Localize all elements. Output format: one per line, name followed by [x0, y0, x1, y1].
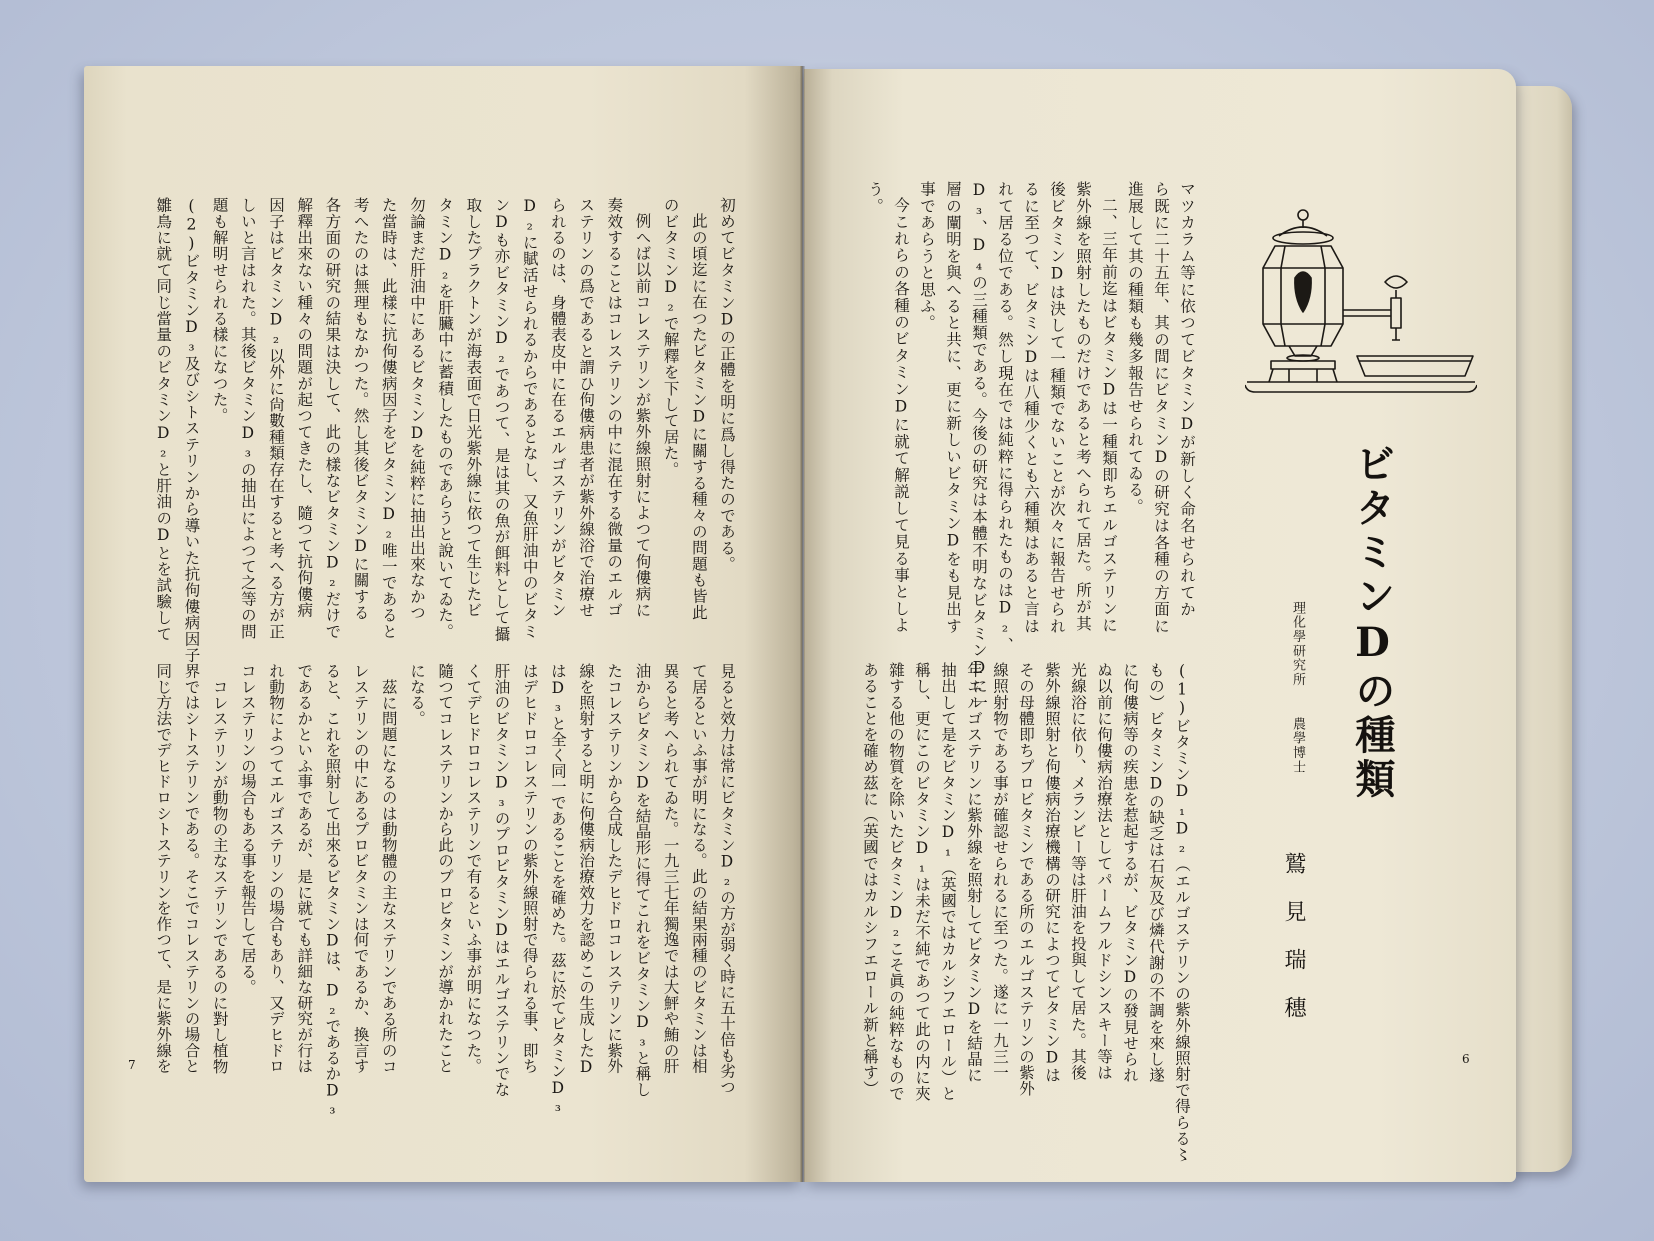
- text-column: ぬ以前に佝僂病治療法としてパームフルドシンスキー等は: [1095, 662, 1113, 1081]
- page-number-right: 6: [1462, 1052, 1470, 1066]
- tray: [1245, 382, 1477, 392]
- text-column: 例へば以前コレステリンが紫外線照射によつて佝僂病に: [633, 213, 652, 618]
- text-column: 因子はビタミンD₂以外に尙數種類存在すると考へる方が正: [267, 197, 285, 640]
- right-page-section-1: [857, 662, 1195, 1163]
- text-column: れ動物によつてエルゴステリンの場合もあり、又デヒドロ: [267, 663, 285, 1074]
- text-column: (1)ビタミンD₁D₂（エルゴステリンの紫外線照射で得らる〻: [1173, 662, 1191, 1163]
- text-column: くてデヒドロコレステリンで有るといふ事が明になつた。: [464, 663, 483, 1074]
- text-column: 線を照射すると明に佝僂病治療效力を認めこの生成したD: [577, 663, 596, 1077]
- text-column: う。: [866, 181, 884, 215]
- urn-legs: [1269, 369, 1337, 382]
- text-column: 界ではシトステリンである。そこでコレステリンの場合と: [182, 663, 201, 1074]
- text-column: 題も解明せられる樣になつた。: [210, 197, 229, 424]
- text-column: 奏效することはコレステリンの中に混在する微量のエルゴ: [605, 197, 624, 619]
- text-column: 年エルゴステリンに紫外線を照射してビタミンDを結晶に: [965, 662, 983, 1084]
- urn-rim: [1273, 232, 1333, 244]
- text-column: であるかといふ事であるが、是に就ても詳細な研究が行は: [295, 663, 314, 1074]
- text-column: 後ビタミンDは決して一種類でないことが次々に報告せられ: [1048, 181, 1066, 635]
- text-column: 此の頃迄に在つたビタミンDに關する種々の問題も皆此: [689, 213, 708, 621]
- tap-body: [1391, 298, 1401, 328]
- text-column: た當時は、此樣に抗佝僂病因子をビタミンD₂唯一であると: [379, 197, 398, 640]
- text-column: しいと言はれた。其後ビタミンD₃の抽出によつて之等の問: [238, 197, 257, 640]
- text-column: もの）ビタミンDの缺乏は石灰及び燐代謝の不調を來し遂: [1147, 662, 1165, 1084]
- text-column: 今これらの各種のビタミンDに就て解説して見る事としよ: [892, 197, 910, 634]
- page-number-left: 7: [128, 1058, 136, 1072]
- urn-base: [1271, 361, 1335, 369]
- text-column: ら既に二十五年、其の間にビタミンDの研究は各種の方面に: [1152, 181, 1170, 635]
- tap-handle: [1385, 276, 1407, 298]
- text-column: 稱し、更にこのビタミンD₁は未だ不純であつて此の内に夾: [913, 662, 931, 1102]
- text-column: 雜する他の物質を除いたビタミンD₂こそ眞の純粹なもので: [887, 662, 905, 1102]
- text-column: コレステリンの場合もある事を報告して居る。: [238, 663, 257, 995]
- article-title: ビタミンDの種類: [1349, 443, 1396, 802]
- left-page-upper-text: [149, 197, 741, 664]
- text-column: あることを確め茲に（英國ではカルシフエロール新と稱す）: [861, 662, 879, 1097]
- text-column: 線照射物である事が確認せられるに至つた。遂に一九三一: [991, 662, 1009, 1081]
- text-column: 勿論まだ肝油中にあるビタミンDを純粹に抽出出來なかつ: [407, 197, 426, 621]
- text-column: るに至つて、ビタミンDは八種少くとも六種類はあると言は: [1022, 181, 1040, 635]
- text-column: 異ると考へられてゐた。一九三七年獨逸では大鮃や鮪の肝: [661, 663, 680, 1074]
- author-degree: 農學博士: [1290, 717, 1305, 775]
- text-column: 紫外線照射と佝僂病治療機構の研究によつてビタミンDは: [1043, 662, 1061, 1084]
- text-column: はD₃と全く同一であることを確めた。茲に於てビタミンD₃: [548, 663, 567, 1116]
- text-column: 抽出して是をビタミンD₁（英國ではカルシフエロール）と: [939, 662, 957, 1102]
- text-column: ると、これを照射して出來るビタミンDは、D₂であるかD₃: [323, 663, 342, 1118]
- text-column: のビタミンD₂で解釋を下して居た。: [661, 197, 680, 478]
- text-column: D₂に賦活せられるからであるとなし、又魚肝油中のビタミ: [520, 197, 539, 640]
- text-column: 各方面の研究の結果は決して、此の樣なビタミンD₂だけで: [323, 197, 342, 640]
- text-column: 同じ方法でデヒドロシトステリンを作つて、是に紫外線を: [154, 663, 173, 1074]
- author-affiliation: 理化學研究所: [1290, 601, 1305, 687]
- text-column: 解釋出來ない種々の問題が起つてきたし、隨つて抗佝僂病: [295, 197, 314, 619]
- tap-spout: [1343, 310, 1391, 316]
- text-column: 紫外線を照射したものだけであると考へられて居た。所が其: [1074, 181, 1092, 632]
- text-column: その母體即ちプロビタミンである所のエルゴステリンの紫外: [1017, 662, 1035, 1097]
- text-column: 初めてビタミンDの正體を明に爲し得たのである。: [718, 197, 736, 573]
- text-column: 肝油のビタミンD₃のプロビタミンDはエルゴステリンでな: [492, 663, 511, 1098]
- text-column: 雛鳥に就て同じ當量のビタミンD₂と肝油のDとを試驗して: [154, 197, 173, 642]
- text-column: 層の闡明を與へると共に、更に新しいビタミンDをも見出す: [944, 181, 962, 635]
- left-page-lower-text: [149, 663, 741, 1118]
- text-column: 隨つてコレステリンから此のプロビタミンが導かれたこと: [436, 663, 455, 1074]
- text-column: に佝僂病等の疾患を惹起するが、ビタミンDの發見せられ: [1121, 662, 1139, 1084]
- text-column: 事であらうと思ふ。: [918, 181, 936, 332]
- book-gutter: [800, 66, 805, 1182]
- text-column: 光線浴に依り、メランビー等は肝油を投與して居た。其後: [1069, 662, 1087, 1081]
- text-column: マツカラム等に依つてビタミンDが新しく命名せられてか: [1178, 181, 1196, 618]
- lid-knob: [1298, 210, 1308, 220]
- text-column: タミンD₂を肝臟中に蓄積したものであらうと說いてゐた。: [436, 197, 455, 640]
- text-column: られるのは、身體表皮中に在るエルゴステリンがビタミン: [548, 197, 567, 619]
- samovar-illustration: [1245, 206, 1477, 398]
- text-column: 見ると效力は常にビタミンD₂の方が弱く時に五十倍も劣つ: [718, 663, 736, 1095]
- text-column: 取したプラクトンが海表面で日光紫外線に依つて生じたビ: [464, 197, 483, 619]
- right-page-intro: [863, 181, 1200, 712]
- text-column: D₃、D₄の三種類である。今後の研究は本體不明なビタミンDに一: [970, 181, 988, 712]
- text-column: 茲に問題になるのは動物體の主なステリンである所のコ: [379, 679, 398, 1074]
- text-column: 油からビタミンDを結晶形に得てこれをビタミンD₃と稱し: [633, 663, 652, 1098]
- text-column: 進展して其の種類も幾多報告せられてゐる。: [1126, 181, 1144, 515]
- text-column: れて居る位である。然し現在では純粹に得られたものはD₂、: [996, 181, 1014, 654]
- text-column: 二、三年前迄はビタミンDは一種類即ちエルゴステリンに: [1100, 197, 1118, 634]
- text-column: たコレステリンから合成したデヒドロコレステリンに紫外: [605, 663, 624, 1074]
- text-column: て居るといふ事が明になる。此の結果兩種のビタミンは相: [689, 663, 708, 1074]
- text-column: ンDも亦ビタミンD₂であつて、是は其の魚が餌料として攝: [492, 197, 511, 642]
- author-name: 鷲見瑞穗: [1281, 852, 1306, 1044]
- urn-emblem: [1295, 272, 1311, 312]
- text-column: になる。: [407, 663, 426, 727]
- text-column: 考へたのは無理もなかつた。然し其後ビタミンDに關する: [351, 197, 370, 621]
- tap-spigot: [1392, 328, 1400, 340]
- bowl: [1357, 356, 1473, 376]
- text-column: ステリンの爲であると謂ひ佝僂病患者が紫外線浴で治療せ: [577, 197, 596, 619]
- text-column: コレステリンが動物の主なステリンであるのに對し植物: [210, 679, 229, 1074]
- text-column: はデヒドロコレステリンの紫外線照射で得られる事、即ち: [520, 663, 539, 1074]
- text-column: レステリンの中にあるプロビタミンは何であるか、換言す: [351, 663, 370, 1074]
- text-column: (2)ビタミンD₃及びシトステリンから導いた抗佝僂病因子: [182, 197, 201, 664]
